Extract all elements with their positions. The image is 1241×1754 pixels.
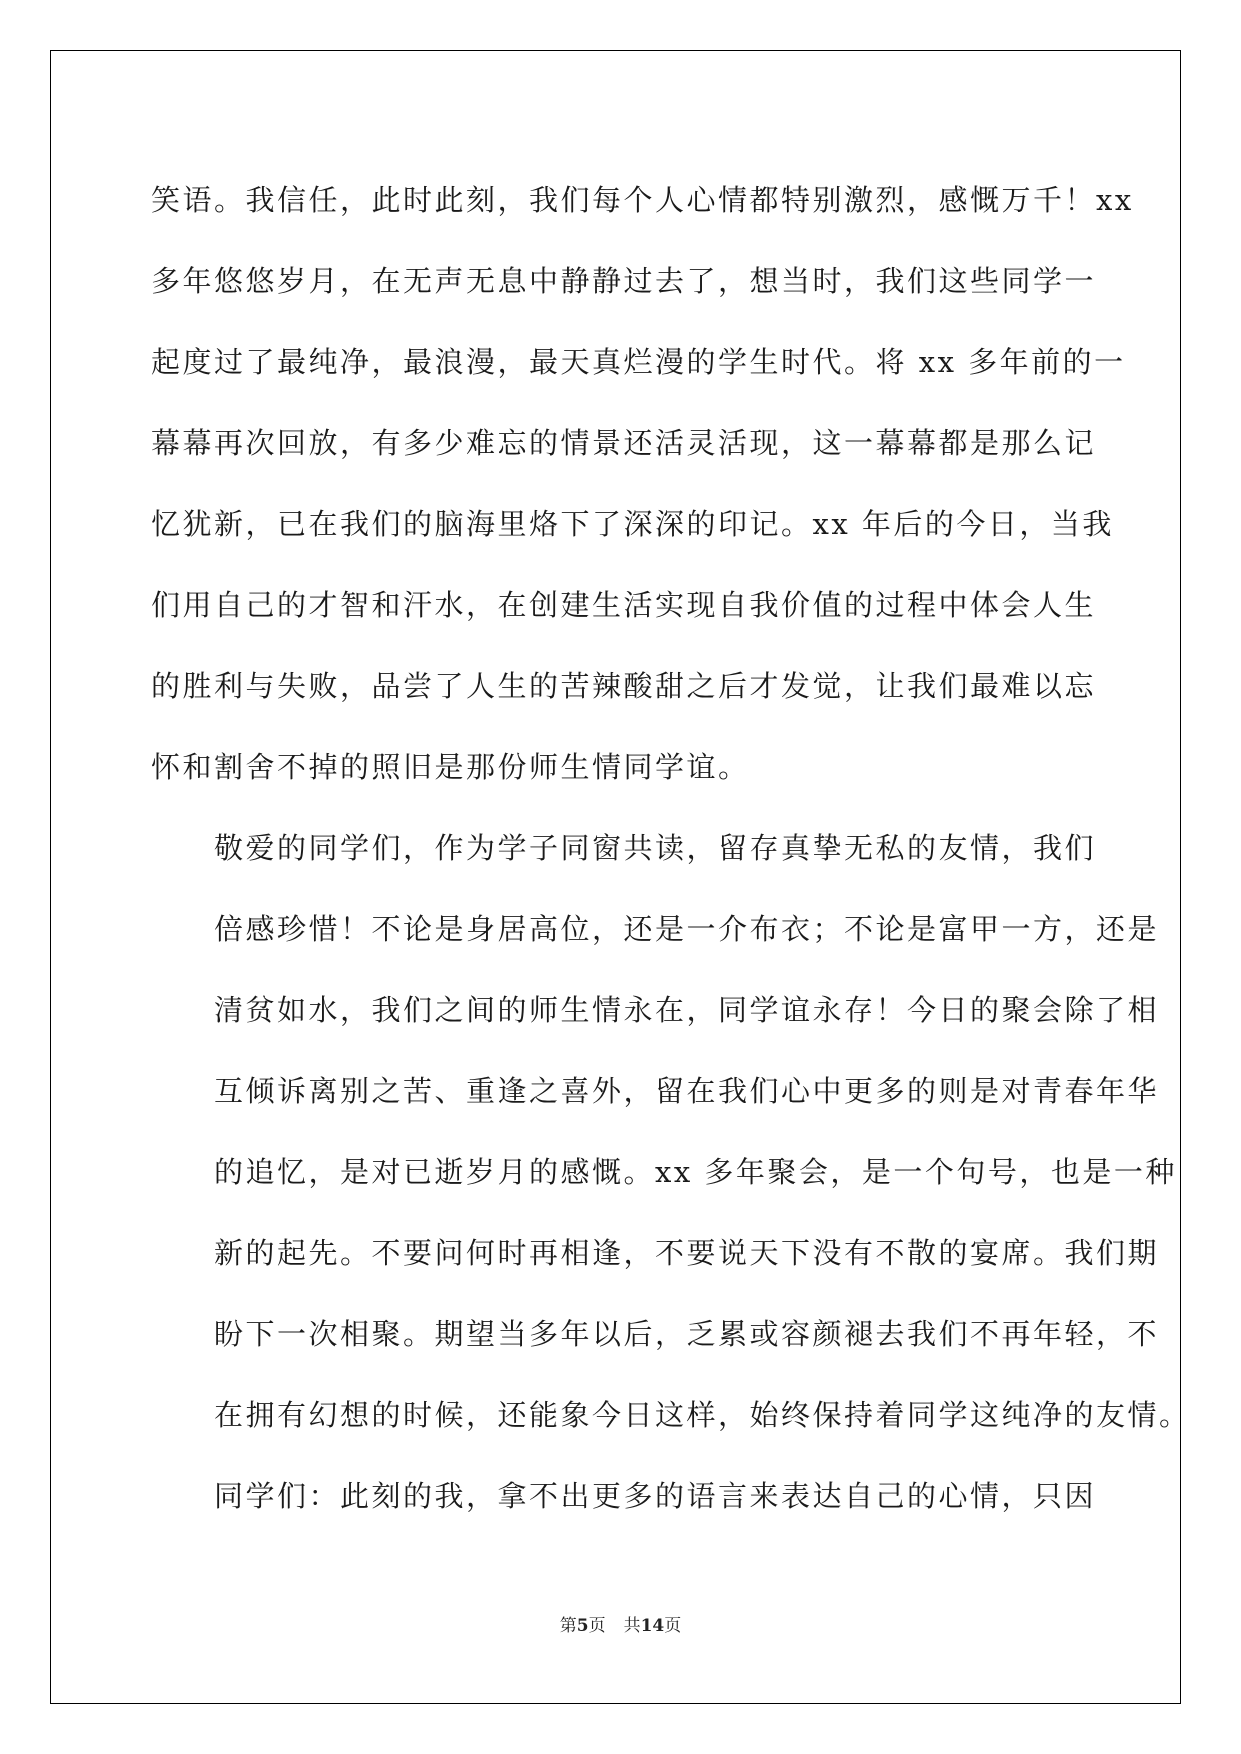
text-line: 怀和割舍不掉的照旧是那份师生情同学谊。 xyxy=(151,750,750,784)
paragraph xyxy=(151,160,1134,808)
page-footer xyxy=(0,1611,1241,1636)
text-line: 幕幕再次回放，有多少难忘的情景还活灵活现，这一幕幕都是那么记 xyxy=(151,426,1097,460)
text-line: 新的起先。不要问何时再相逢，不要说天下没有不散的宴席。我们期 xyxy=(214,1236,1160,1270)
footer-total-suffix: 页 xyxy=(664,1616,682,1636)
text-line: 的胜利与失败，品尝了人生的苦辣酸甜之后才发觉，让我们最难以忘 xyxy=(151,669,1097,703)
paragraph xyxy=(151,808,1191,1456)
footer-total-prefix: 共 xyxy=(623,1616,641,1636)
document-body xyxy=(151,160,1191,1537)
footer-page-suffix: 页 xyxy=(588,1616,606,1636)
text-line: 同学们：此刻的我，拿不出更多的语言来表达自己的心情，只因 xyxy=(214,1479,1097,1513)
text-line: 敬爱的同学们，作为学子同窗共读，留存真挚无私的友情，我们 xyxy=(214,831,1097,865)
text-line: 笑语。我信任，此时此刻，我们每个人心情都特别激烈，感慨万千！xx xyxy=(151,183,1134,217)
footer-page-prefix: 第 xyxy=(559,1616,577,1636)
text-line: 多年悠悠岁月，在无声无息中静静过去了，想当时，我们这些同学一 xyxy=(151,264,1097,298)
text-line: 清贫如水，我们之间的师生情永在，同学谊永存！今日的聚会除了相 xyxy=(214,993,1160,1027)
text-line: 们用自己的才智和汗水，在创建生活实现自我价值的过程中体会人生 xyxy=(151,588,1097,622)
current-page-number: 5 xyxy=(576,1616,589,1636)
text-line: 互倾诉离别之苦、重逢之喜外，留在我们心中更多的则是对青春年华 xyxy=(214,1074,1160,1108)
text-line: 的追忆，是对已逝岁月的感慨。xx 多年聚会，是一个句号，也是一种 xyxy=(214,1155,1177,1189)
paragraph xyxy=(151,1456,1097,1537)
text-line: 盼下一次相聚。期望当多年以后，乏累或容颜褪去我们不再年轻，不 xyxy=(214,1317,1160,1351)
text-line: 倍感珍惜！不论是身居高位，还是一介布衣；不论是富甲一方，还是 xyxy=(214,912,1160,946)
text-line: 在拥有幻想的时候，还能象今日这样，始终保持着同学这纯净的友情。 xyxy=(214,1398,1191,1432)
text-line: 忆犹新，已在我们的脑海里烙下了深深的印记。xx 年后的今日，当我 xyxy=(151,507,1114,541)
text-line: 起度过了最纯净，最浪漫，最天真烂漫的学生时代。将 xx 多年前的一 xyxy=(151,345,1126,379)
total-page-count: 14 xyxy=(640,1616,665,1636)
